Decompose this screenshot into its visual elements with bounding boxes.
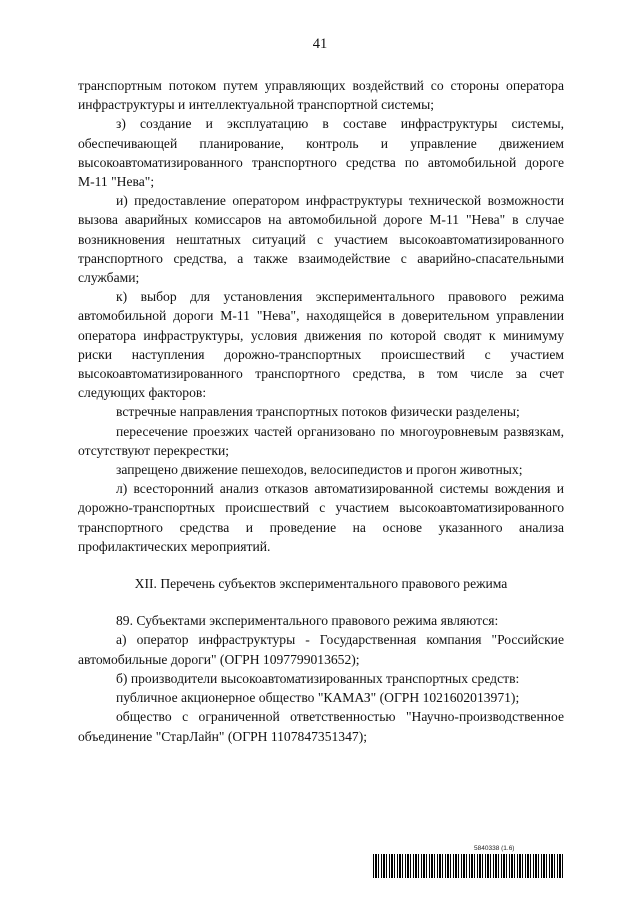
barcode-icon: [373, 854, 563, 878]
paragraph: б) производители высокоавтоматизированных транспортных средств:: [116, 670, 520, 686]
paragraph: транспортным потоком путем управляющих воздействий со стороны оператора инфраструктуры и интеллектуальной транспортной системы;: [78, 78, 564, 113]
paragraph: общество с ограниченной ответственностью "Научно-производственное объединение "СтарЛайн" (ОГРН 1107847351347);: [78, 709, 564, 744]
page-number: 41: [312, 36, 328, 52]
paragraph: пересечение проезжих частей организовано по многоуровневым развязкам, отсутствуют перекрестки;: [78, 423, 564, 458]
paragraph: л) всесторонний анализ отказов автоматизированной системы вождения и дорожно-транспортных происшествий с участием высокоавтоматизированного транспортного средства и проведение на основе указанного анализа профилактических мероприятий.: [78, 481, 564, 554]
document-code: 5840338 (1.6): [474, 845, 515, 852]
section-heading: XII. Перечень субъектов экспериментального правового режима: [134, 576, 508, 592]
paragraph: к) выбор для установления экспериментального правового режима автомобильной дороги М-11 "Нева", находящейся в доверительном управлении оператора инфраструктуры, условия движения по которой сводят к минимуму риски наступления дорожно-транспортных происшествий с участием высокоавтоматизированного транспортного средства, в том числе за счет следующих факторов:: [78, 289, 564, 401]
paragraph: 89. Субъектами экспериментального правового режима являются:: [116, 613, 499, 629]
paragraph: а) оператор инфраструктуры - Государственная компания "Российские автомобильные дороги" (ОГРН 1097799013652);: [78, 632, 564, 667]
document-body: [78, 76, 564, 746]
paragraph: и) предоставление оператором инфраструктуры технической возможности вызова аварийных комиссаров на автомобильной дороге М-11 "Нева" в случае возникновения нештатных ситуаций с участием высокоавтоматизированного транспортного средства, а также взаимодействие с аварийно-спасательными службами;: [78, 193, 564, 286]
paragraph: з) создание и эксплуатацию в составе инфраструктуры системы, обеспечивающей планирование, контроль и управление движением высокоавтоматизированного транспортного средства по автомобильной дороге М-11 "Нева";: [78, 116, 564, 190]
paragraph: запрещено движение пешеходов, велосипедистов и прогон животных;: [116, 462, 523, 478]
paragraph: встречные направления транспортных потоков физически разделены;: [116, 404, 520, 420]
paragraph: публичное акционерное общество "КАМАЗ" (ОГРН 1021602013971);: [116, 690, 520, 706]
